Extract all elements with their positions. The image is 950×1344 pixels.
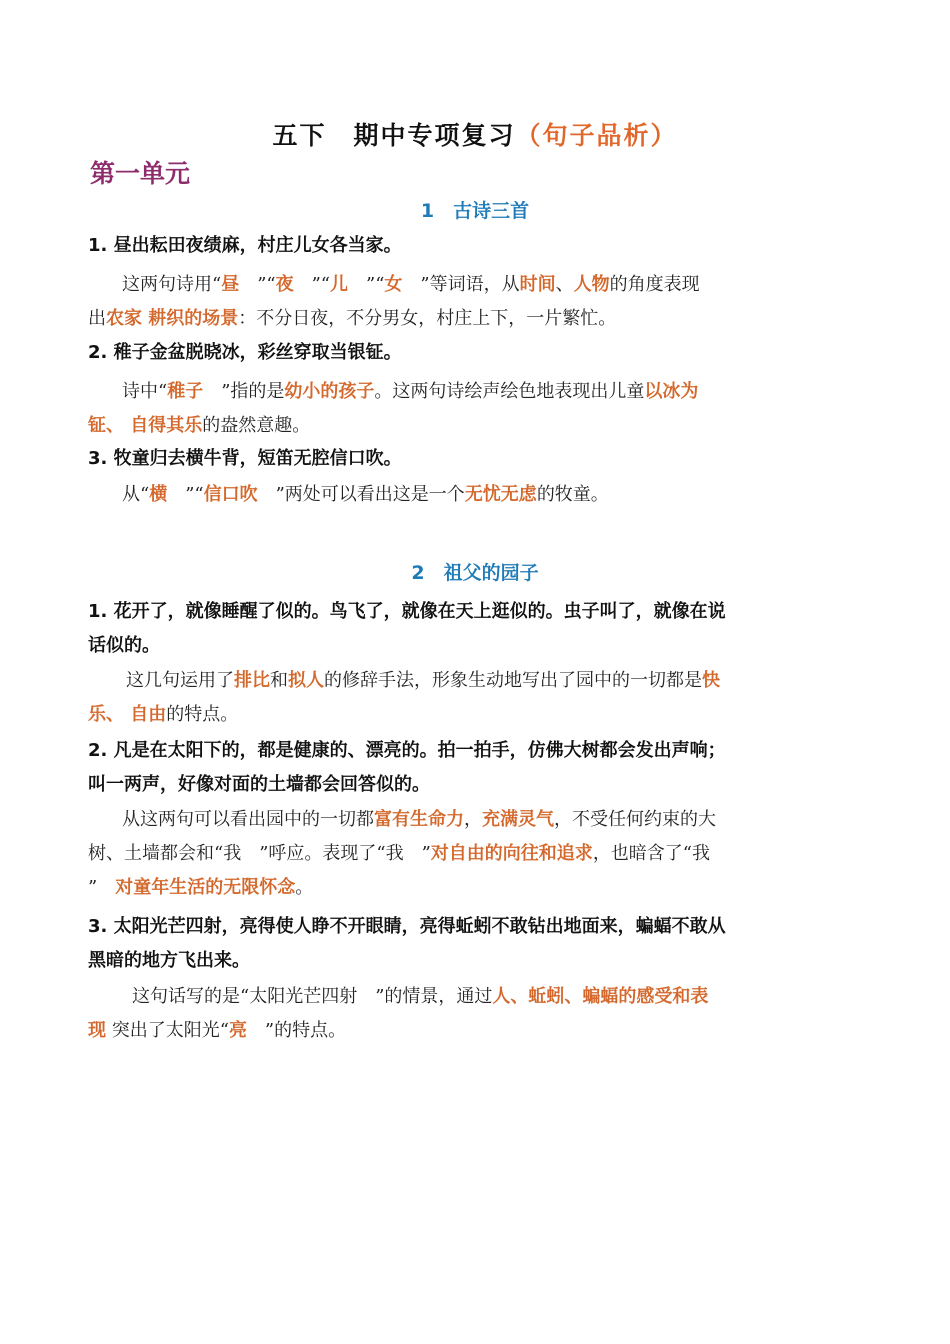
- lesson-2-question-3: 3. 太阳光芒四射，亮得使人睁不开眼睛，亮得蚯蚓不敢钻出地面来，蝙蝠不敢从 黑暗的地方飞出来。: [88, 916, 726, 971]
- title-main: 五下 期中专项复习: [272, 121, 516, 150]
- lesson-1-question-2: 2. 稚子金盆脱晓冰，彩丝穿取当银钲。: [88, 342, 402, 363]
- lesson-1-answer-1: 这两句诗用“昼 ”“夜 ”“儿 ”“女 ”等词语，从时间、人物的角度表现 出农家 耕织的场景：不分日夜，不分男女，村庄上下，一片繁忙。: [88, 274, 700, 329]
- lesson-1-title: 1 古诗三首: [420, 200, 530, 222]
- lesson-2-title: 2 祖父的园子: [411, 562, 539, 584]
- lesson-1-question-3: 3. 牧童归去横牛背，短笛无腔信口吹。: [88, 448, 402, 469]
- page-title: [0, 116, 950, 152]
- lesson-1-answer-3: 从“横 ”“信口吹 ”两处可以看出这是一个无忧无虑的牧童。: [122, 484, 609, 505]
- lesson-2-question-1: 1. 花开了，就像睡醒了似的。鸟飞了，就像在天上逛似的。虫子叫了，就像在说 话似的。: [88, 601, 726, 656]
- lesson-2-answer-1: 这几句运用了排比和拟人的修辞手法，形象生动地写出了园中的一切都是快 乐、 自由的特点。: [88, 670, 720, 725]
- lesson-2-answer-2: 从这两句可以看出园中的一切都富有生命力，充满灵气，不受任何约束的大 树、土墙都会和“我 ”呼应。表现了“我 ”对自由的向往和追求，也暗含了“我 ” 对童年生活的无限怀念。: [88, 809, 716, 898]
- lesson-2-answer-3: 这句话写的是“太阳光芒四射 ”的情景，通过人、蚯蚓、蝙蝠的感受和表 现 突出了太阳光“亮 ”的特点。: [88, 986, 709, 1041]
- lesson-2-question-2: 2. 凡是在太阳下的，都是健康的、漂亮的。拍一拍手，仿佛大树都会发出声响； 叫一两声，好像对面的土墙都会回答似的。: [88, 740, 726, 795]
- lesson-1-answer-2: 诗中“稚子 ”指的是幼小的孩子。这两句诗绘声绘色地表现出儿童以冰为 钲、 自得其乐的盎然意趣。: [88, 381, 699, 436]
- unit-heading: 第一单元: [90, 159, 191, 188]
- lesson-1-question-1: 1. 昼出耘田夜绩麻，村庄儿女各当家。: [88, 235, 402, 256]
- title-highlight: （句子品析）: [515, 121, 678, 150]
